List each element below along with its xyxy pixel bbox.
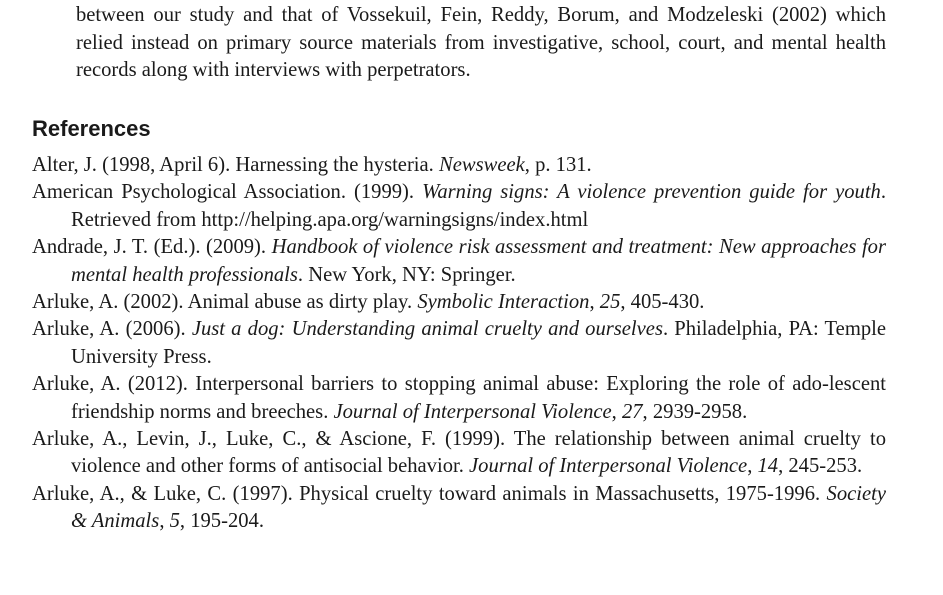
reference-andrade-2009 xyxy=(32,234,886,289)
reference-arluke-2012 xyxy=(32,371,886,426)
reference-text: , xyxy=(159,510,170,533)
reference-text: Arluke, A. (2006). xyxy=(32,318,192,341)
reference-arluke-1997 xyxy=(32,481,886,536)
reference-source: Journal of Interpersonal Violence xyxy=(469,455,748,478)
reference-source: Warning signs: A violence prevention guide for youth xyxy=(422,181,881,204)
reference-source: Handbook of violence risk assessment and treatment: New approaches for mental health professionals xyxy=(71,236,886,286)
reference-text: , p. 131. xyxy=(524,154,592,176)
reference-volume: 14 xyxy=(757,455,779,478)
reference-text: , 405-430. xyxy=(620,291,705,314)
reference-apa-1999 xyxy=(32,179,886,234)
reference-volume: 25 xyxy=(599,291,621,314)
reference-text: , 245-253. xyxy=(778,455,863,478)
reference-text: . Philadelphia, PA: Temple University Press. xyxy=(71,318,886,368)
reference-source: Society & Animals xyxy=(71,482,886,533)
reference-source: Journal of Interpersonal Violence xyxy=(333,400,612,423)
reference-source: Just a dog: Understanding animal cruelty and ourselves xyxy=(191,318,663,341)
reference-alter-1998 xyxy=(32,152,886,179)
reference-arluke-1999 xyxy=(32,426,886,481)
reference-text: . New York, NY: Springer. xyxy=(297,263,516,286)
reference-arluke-2002 xyxy=(32,289,886,316)
reference-text: Arluke, A. (2002). Animal abuse as dirty play. xyxy=(32,291,418,314)
reference-arluke-2006 xyxy=(32,316,886,371)
reference-text: Alter, J. (1998, April 6). Harnessing the hysteria. xyxy=(32,154,439,176)
reference-text: , xyxy=(611,400,622,423)
references-heading: References xyxy=(32,116,151,141)
reference-source: Symbolic Interaction xyxy=(417,291,590,314)
reference-text: Andrade, J. T. (Ed.). (2009). xyxy=(32,236,272,259)
reference-list xyxy=(32,152,886,536)
reference-text: Arluke, A. (2012). Interpersonal barriers to stopping animal abuse: Exploring the role of ado-lescent friendship norms and breeches. xyxy=(32,373,886,423)
reference-volume: 5 xyxy=(169,510,180,533)
reference-source: Newsweek xyxy=(438,154,525,176)
reference-text: American Psychological Association. (1999). xyxy=(32,181,423,204)
reference-text: , xyxy=(589,291,600,314)
intro-paragraph xyxy=(76,2,886,85)
reference-text: Arluke, A., & Luke, C. (1997). Physical cruelty toward animals in Massachusetts, 1975-1996. xyxy=(32,482,827,505)
reference-text: Arluke, A., Levin, J., Luke, C., & Ascione, F. (1999). The relationship between animal cruelty to violence and other forms of antisocial behavior. xyxy=(32,428,886,478)
intro-text: between our study and that of Vossekuil, Fein, Reddy, Borum, and Modzeleski (2002) which relied instead on primary source materials from investigative, school, court, and mental health records along with interviews with perpetrators. xyxy=(76,4,886,81)
reference-text: , 195-204. xyxy=(179,510,264,533)
reference-volume: 27 xyxy=(621,400,643,423)
reference-text: . Retrieved from http://helping.apa.org/warningsigns/index.html xyxy=(71,181,887,231)
reference-text: , xyxy=(747,455,758,478)
reference-text: , 2939-2958. xyxy=(642,400,748,423)
